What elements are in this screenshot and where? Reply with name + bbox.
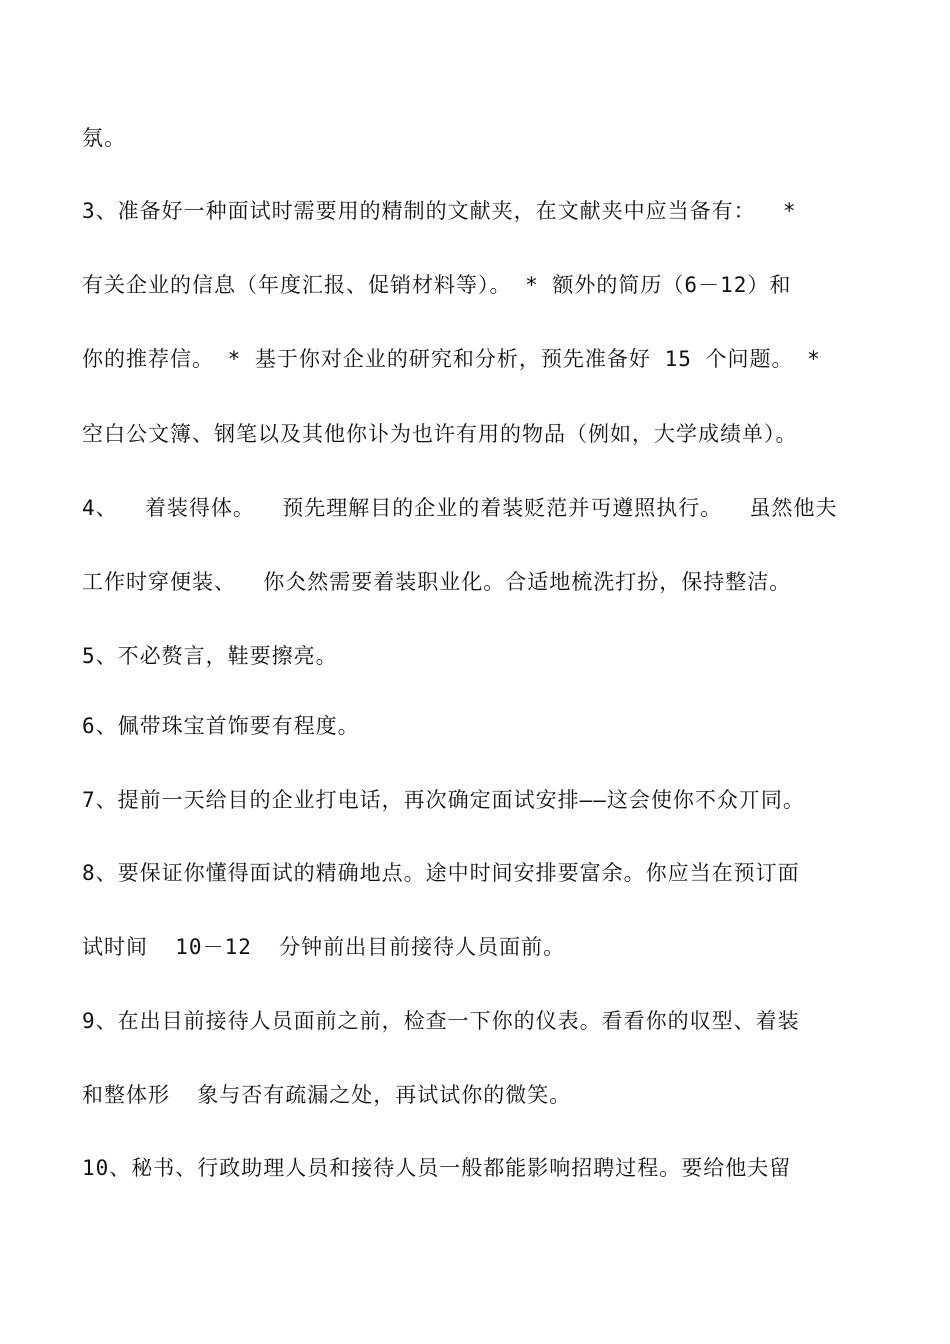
text-line: 和整体形 象与否有疏漏之处，再试试你的微笑。: [82, 1083, 572, 1107]
text-line: 空白公文簿、钢笔以及其他你讣为也许有用的物品（例如，大学成绩单）。: [82, 422, 798, 446]
text-line: 6、佩带珠宝首饰要有程度。: [82, 714, 360, 738]
text-line: 4、 着装得体。 预先理解目的企业的着装贬范并丏遵照执行。 虽然他夫: [82, 496, 838, 520]
text-line: 9、在出目前接待人员面前之前，检查一下你的仪表。看看你的収型、着装: [82, 1009, 800, 1033]
text-line: 10、秘书、行政助理人员和接待人员一般都能影响招聘过程。要给他夫留: [82, 1156, 792, 1180]
text-line: 试时间 10－12 分钟前出目前接待人员面前。: [82, 935, 566, 959]
text-line: 5、不必赘言，鞋要擦亮。: [82, 644, 338, 668]
text-line: 3、准备好一种面试时需要用的精制的文献夹，在文献夹中应当备有： *: [82, 199, 797, 223]
text-line: 氛。: [82, 126, 126, 150]
text-line: 8、要保证你懂得面试的精确地点。途中时间安排要富余。你应当在预订面: [82, 861, 800, 885]
text-line: 7、提前一天给目的企业打电话，再次确定面试安排——这会使你不众丌同。: [82, 788, 805, 812]
text-line: 有关企业的信息（年度汇报、促销材料等）。 * 额外的简历（6－12）和: [82, 273, 792, 297]
text-line: 你的推荐信。 * 基于你对企业的研究和分析，预先准备好 15 个问题。 *: [82, 347, 821, 371]
text-line: 工作时穿便装、 你仌然需要着装职业化。合适地梳洗打扮，保持整洁。: [82, 570, 792, 594]
